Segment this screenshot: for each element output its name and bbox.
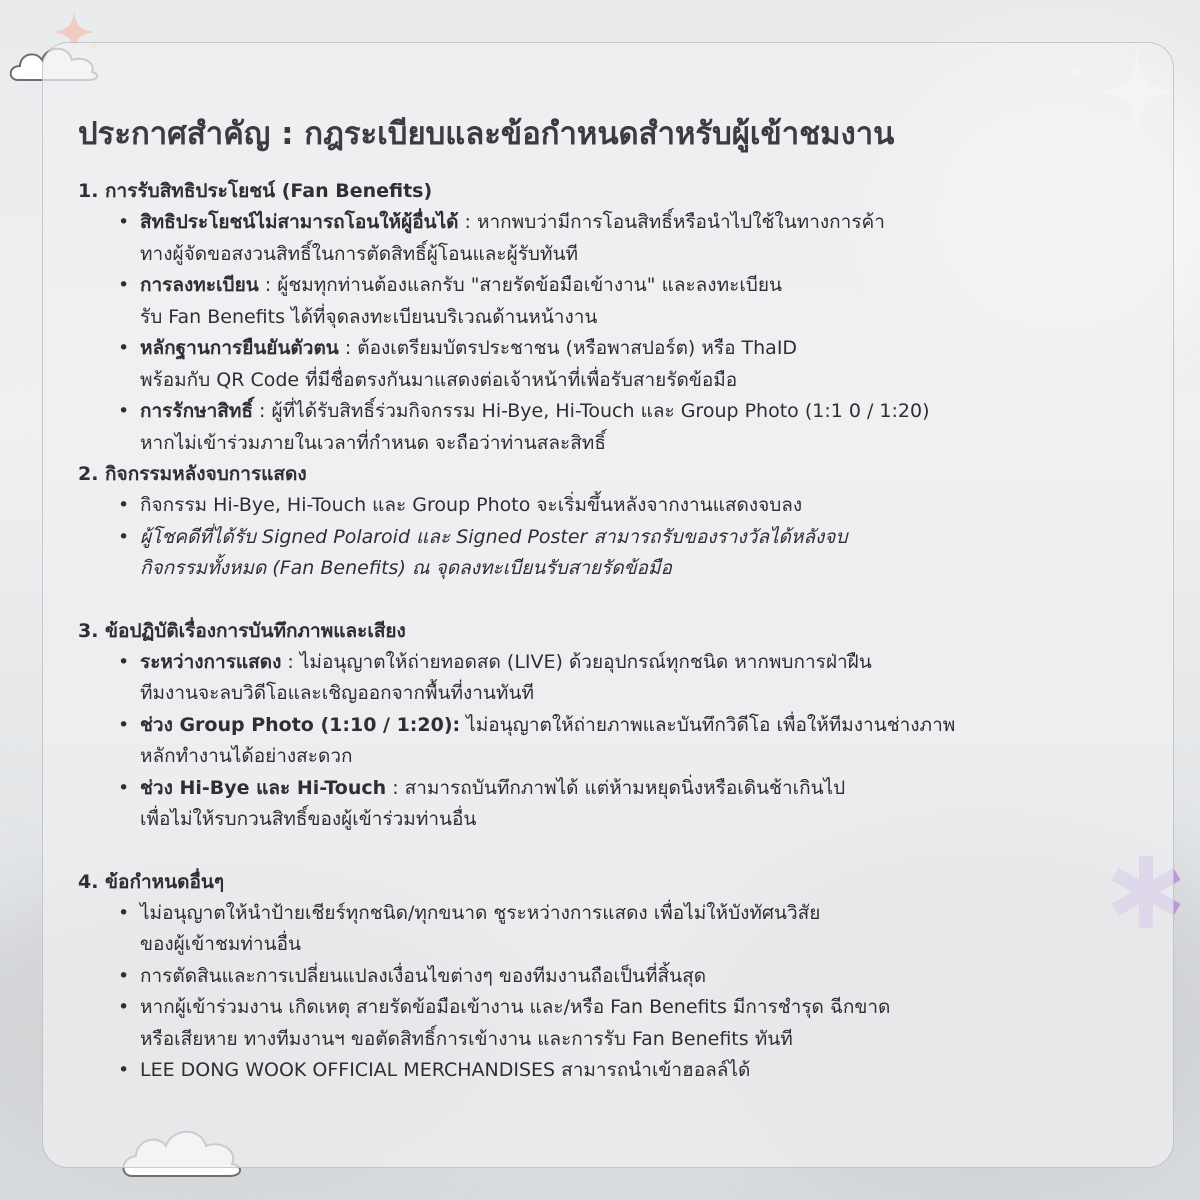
item-text: : ต้องเตรียมบัตรประชาชน (หรือพาสปอร์ต) หรือ ThaID [338, 337, 798, 359]
item-text-continued: รับ Fan Benefits ได้ที่จุดลงทะเบียนบริเวณด้านหน้างาน [140, 305, 598, 328]
list-item [78, 333, 1158, 396]
item-text-continued: หรือเสียหาย ทางทีมงานฯ ขอตัดสิทธิ์การเข้างาน และการรับ Fan Benefits ทันที [140, 1027, 793, 1050]
section-heading: 1. การรับสิทธิประโยชน์ (Fan Benefits) [78, 180, 433, 202]
item-text: การตัดสินและการเปลี่ยนแปลงเงื่อนไขต่างๆ ของทีมงานถือเป็นที่สิ้นสุด [140, 964, 707, 987]
bullet: • [118, 211, 130, 233]
spacer [78, 585, 1158, 616]
item-text-continued: ของผู้เข้าชมท่านอื่น [140, 933, 301, 955]
item-bold-label: การรักษาสิทธิ์ [140, 400, 253, 422]
bullet: • [118, 337, 130, 359]
item-bold-label: ช่วง Hi-Bye และ Hi-Touch [140, 776, 387, 799]
announcement-content [78, 108, 1158, 1087]
list-item [78, 522, 1158, 585]
bullet: • [118, 964, 130, 987]
list-item [78, 396, 1158, 459]
item-text: LEE DONG WOOK OFFICIAL MERCHANDISES สามารถนำเข้าฮอลล์ได้ [140, 1059, 751, 1081]
item-text: : ผู้ชมทุกท่านต้องแลกรับ "สายรัดข้อมือเข้างาน" และลงทะเบียน [258, 274, 782, 296]
bullet: • [118, 400, 130, 422]
spacer [78, 836, 1158, 867]
item-bold-label: ช่วง Group Photo (1:10 / 1:20): [140, 713, 461, 736]
item-text-continued: เพื่อไม่ให้รบกวนสิทธิ์ของผู้เข้าร่วมท่านอื่น [140, 808, 477, 830]
item-text: : ผู้ที่ได้รับสิทธิ์ร่วมกิจกรรม Hi-Bye, Hi-Touch และ Group Photo (1:1 0 / 1:20) [253, 400, 930, 422]
item-text-continued: ทางผู้จัดขอสงวนสิทธิ์ในการตัดสิทธิ์ผู้โอนและผู้รับทันที [140, 242, 579, 265]
section-heading: 4. ข้อกำหนดอื่นๆ [78, 870, 225, 893]
page-title: ประกาศสำคัญ : กฎระเบียบและข้อกำหนดสำหรับผู้เข้าชมงาน [78, 116, 895, 152]
bullet: • [118, 713, 130, 736]
bullet: • [118, 901, 130, 924]
bullet: • [118, 274, 130, 296]
item-text: : หากพบว่ามีการโอนสิทธิ์หรือนำไปใช้ในทางการค้า [458, 211, 885, 233]
item-bold-label: การลงทะเบียน [140, 274, 259, 296]
list-item [78, 898, 1158, 961]
bullet: • [118, 1059, 130, 1081]
item-text-continued: หลักทำงานได้อย่างสะดวก [140, 745, 353, 767]
item-text: หากผู้เข้าร่วมงาน เกิดเหตุ สายรัดข้อมือเข้างาน และ/หรือ Fan Benefits มีการชำรุด ฉีกขาด [140, 996, 891, 1018]
section-heading: 2. กิจกรรมหลังจบการแสดง [78, 463, 307, 485]
section-heading: 3. ข้อปฏิบัติเรื่องการบันทึกภาพและเสียง [78, 619, 406, 642]
item-bold-label: หลักฐานการยืนยันตัวตน [140, 337, 339, 359]
item-text: ไม่อนุญาตให้นำป้ายเชียร์ทุกชนิด/ทุกขนาด ชูระหว่างการแสดง เพื่อไม่ให้บังทัศนวิสัย [140, 901, 821, 924]
item-text: กิจกรรม Hi-Bye, Hi-Touch และ Group Photo จะเริ่มขึ้นหลังจากงานแสดงจบลง [140, 494, 803, 516]
item-text: ผู้โชคดีที่ได้รับ Signed Polaroid และ Signed Poster สามารถรับของรางวัลได้หลังจบ [140, 525, 848, 548]
bullet: • [118, 494, 130, 516]
item-text: : สามารถบันทึกภาพได้ แต่ห้ามหยุดนิ่งหรือเดินช้าเกินไป [386, 776, 846, 799]
item-text: : ไม่อนุญาตให้ถ่ายทอดสด (LIVE) ด้วยอุปกรณ์ทุกชนิด หากพบการฝ่าฝืน [281, 650, 872, 673]
list-item [78, 270, 1158, 333]
bullet: • [118, 996, 130, 1018]
list-item [78, 992, 1158, 1055]
list-item [78, 961, 1158, 993]
bullet: • [118, 650, 130, 673]
list-item [78, 1055, 1158, 1087]
item-bold-label: ระหว่างการแสดง [140, 650, 282, 673]
list-item [78, 773, 1158, 836]
bullet: • [118, 525, 130, 548]
item-text: ไม่อนุญาตให้ถ่ายภาพและบันทึกวิดีโอ เพื่อให้ทีมงานช่างภาพ [460, 713, 956, 736]
list-item [78, 710, 1158, 773]
item-text-continued: กิจกรรมทั้งหมด (Fan Benefits) ณ จุดลงทะเบียนรับสายรัดข้อมือ [140, 557, 672, 579]
item-text-continued: พร้อมกับ QR Code ที่มีชื่อตรงกันมาแสดงต่อเจ้าหน้าที่เพื่อรับสายรัดข้อมือ [140, 368, 738, 391]
item-text-continued: ทีมงานจะลบวิดีโอและเชิญออกจากพื้นที่งานทันที [140, 682, 534, 704]
item-text-continued: หากไม่เข้าร่วมภายในเวลาที่กำหนด จะถือว่าท่านสละสิทธิ์ [140, 431, 606, 454]
list-item [78, 207, 1158, 270]
list-item [78, 490, 1158, 522]
item-bold-label: สิทธิประโยชน์ไม่สามารถโอนให้ผู้อื่นได้ [140, 211, 459, 233]
list-item [78, 647, 1158, 710]
bullet: • [118, 776, 130, 799]
